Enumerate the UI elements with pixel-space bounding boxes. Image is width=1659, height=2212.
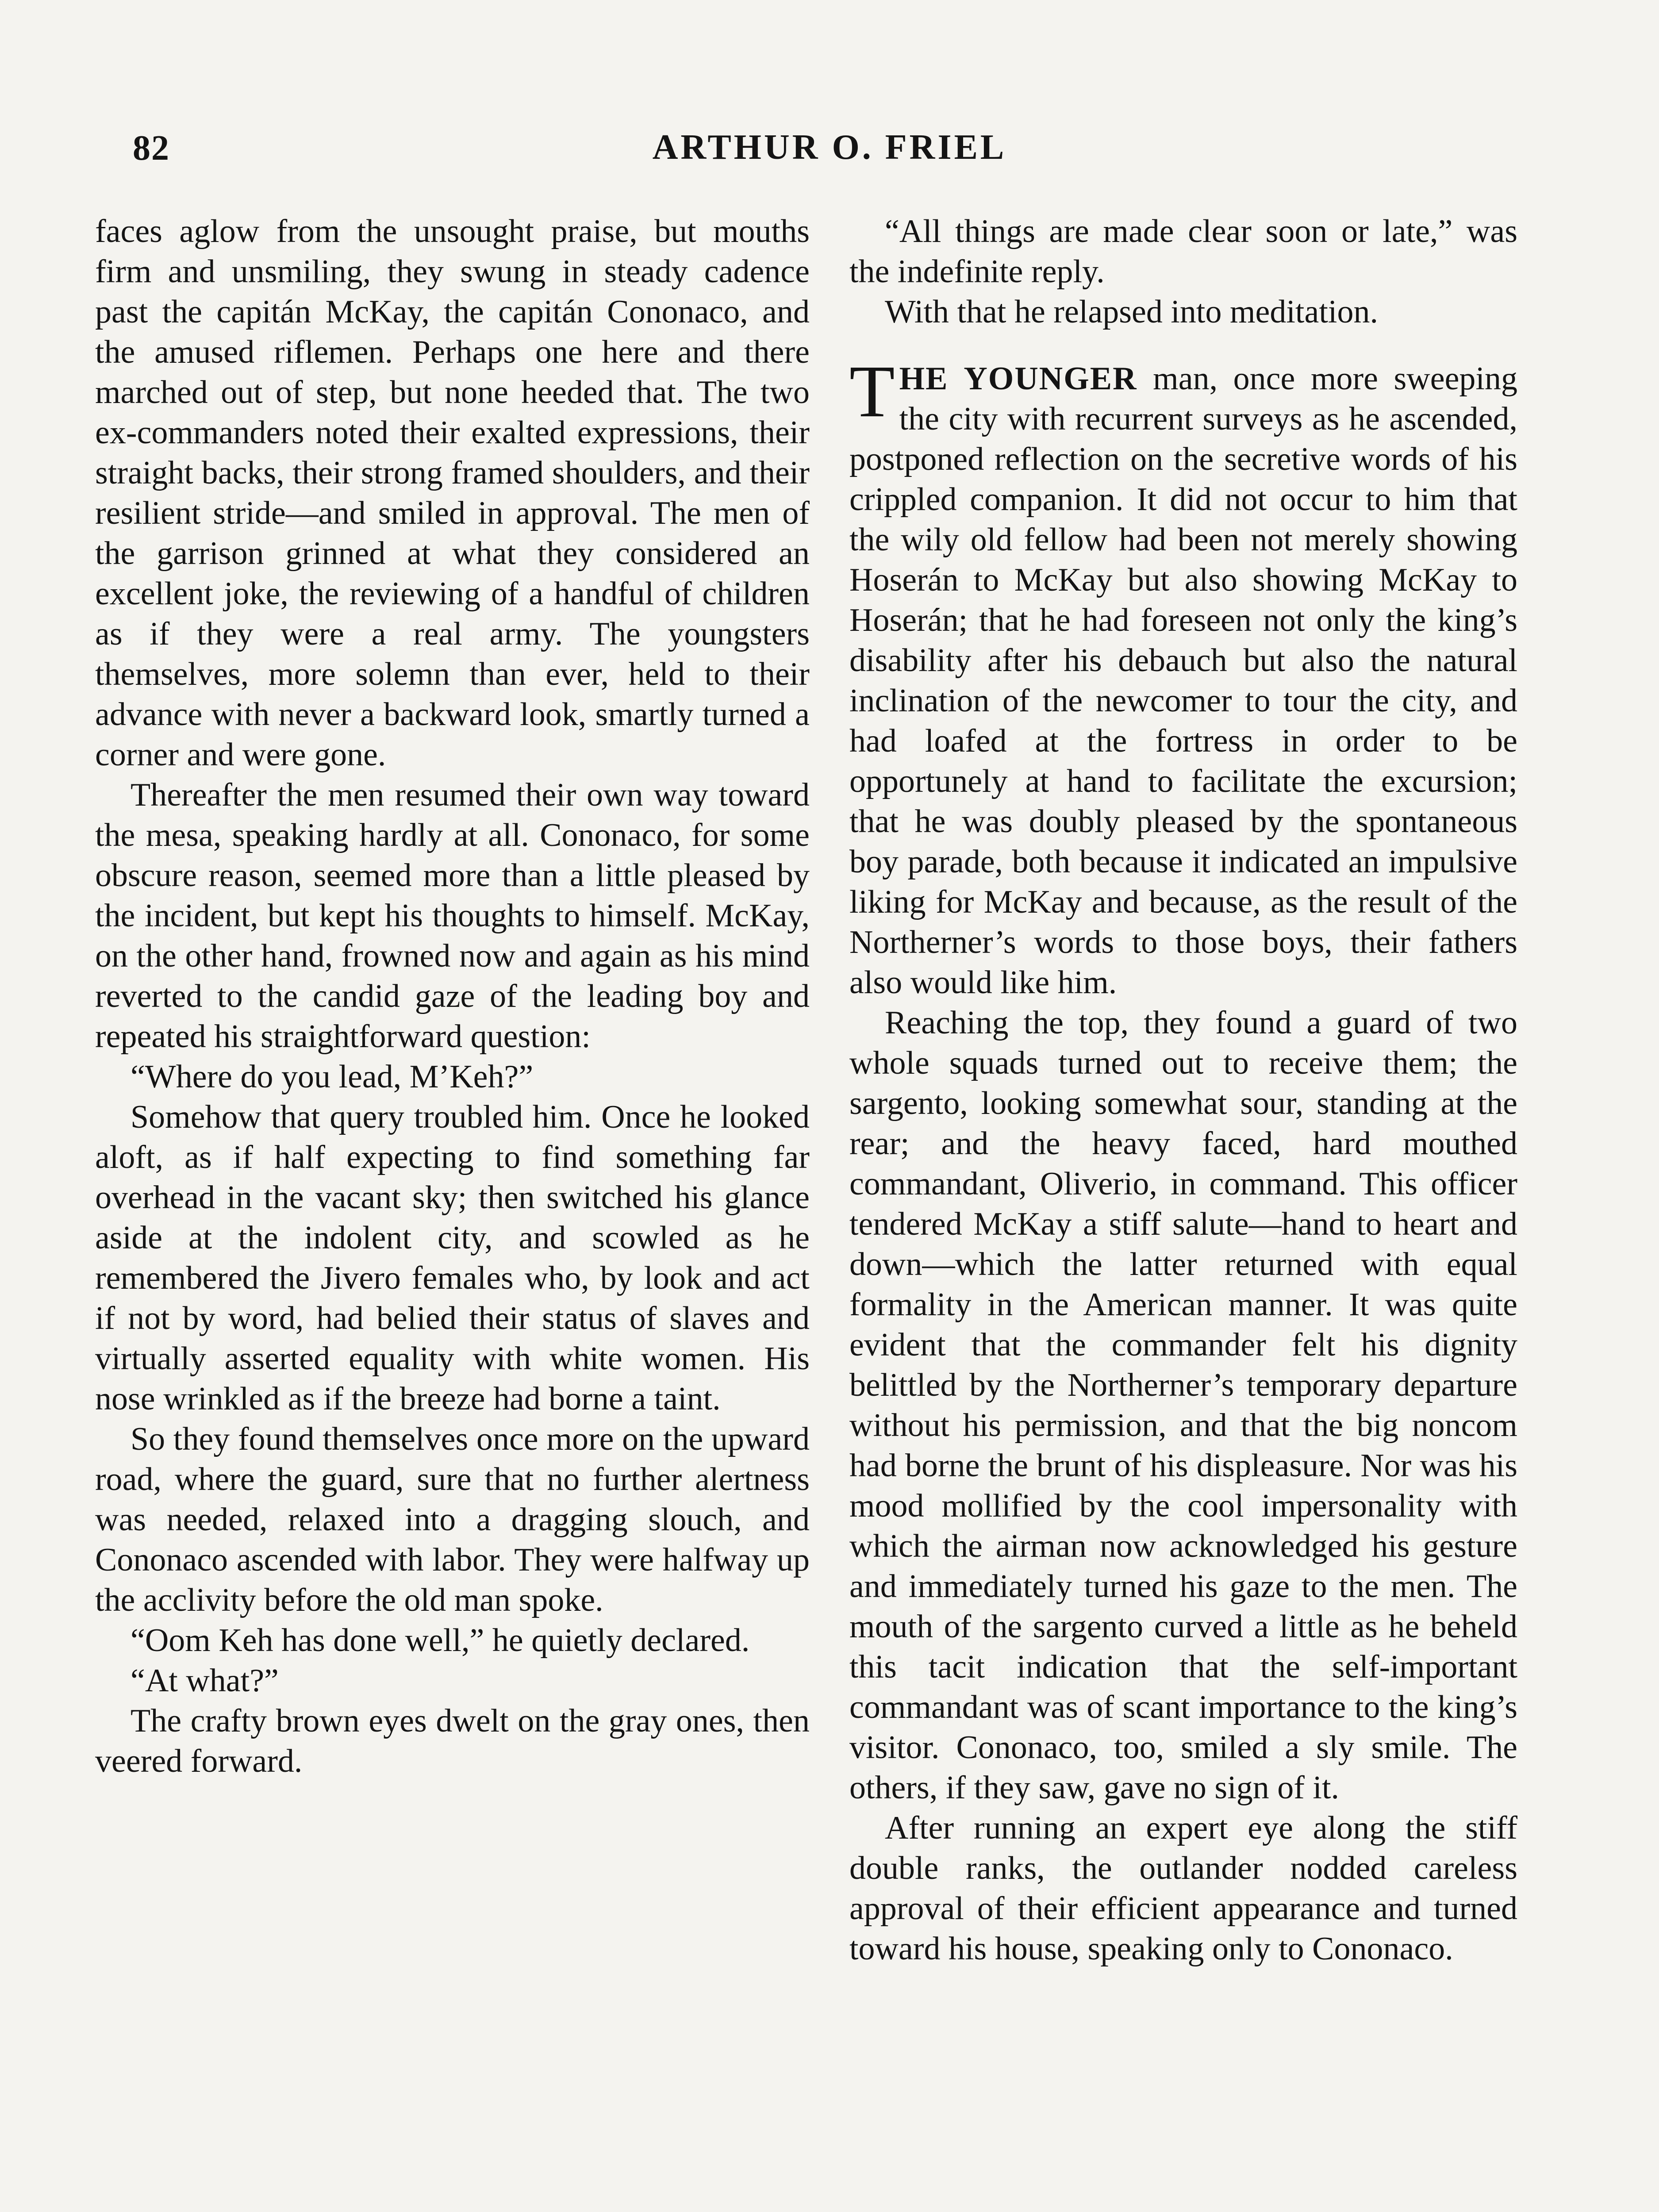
running-header-author: ARTHUR O. FRIEL (652, 128, 1007, 167)
paragraph: So they found themselves once more on the upward road, where the guard, sure that no further alertness was needed, relaxed into a dragging slouch, and Cononaco ascended with labor. They were halfway up the acclivity before the old man spoke. (95, 1421, 810, 1618)
right-column (849, 211, 1517, 1969)
paragraph: “Where do you lead, M’Keh?” (131, 1059, 534, 1095)
paragraph: Thereafter the men resumed their own way toward the mesa, speaking hardly at all. Cononaco, for some obscure reason, seemed more than a little pleased by the incident, but kept his thoughts to himself. McKay, on the other hand, frowned now and again as his mind reverted to the candid gaze of the leading boy and repeated his straightforward question: (95, 777, 810, 1055)
paragraph: With that he relapsed into meditation. (885, 294, 1378, 330)
section-first-paragraph-text: man, once more sweeping the city with recurrent surveys as he ascended, postponed reflection on the secretive words of his crippled companion. It did not occur to him that the wily old fellow had been not merely showing Hoserán to McKay but also showing McKay to Hoserán; that he had foreseen not only the king’s disability after his debauch but also the natural inclination of the newcomer to tour the city, and had loafed at the fortress in order to be opportunely at hand to facilitate the excursion; that he was doubly pleased by the spontaneous boy parade, both because it indicated an impulsive liking for McKay and because, as the result of the Northerner’s words to those boys, their fathers also would like him. (849, 361, 1517, 1001)
paragraph: Reaching the top, they found a guard of two whole squads turned out to receive them; the sargento, looking somewhat sour, standing at the rear; and the heavy faced, hard mouthed commandant, Oliverio, in command. This officer tendered McKay a stiff salute—hand to heart and down—which the latter returned with equal formality in the American manner. It was quite evident that the commander felt his dignity belittled by the Northerner’s temporary departure without his permission, and that the big noncom had borne the brunt of his displeasure. Nor was his mood mollified by the cool impersonality with which the airman now acknowledged his gesture and immediately turned his gaze to the men. The mouth of the sargento curved a little as he beheld this tacit indication that the self-important commandant was of scant importance to the king’s visitor. Cononaco, too, smiled a sly smile. The others, if they saw, gave no sign of it. (849, 1005, 1517, 1806)
paragraph: Somehow that query troubled him. Once he looked aloft, as if half expecting to find something far overhead in the vacant sky; then switched his glance aside at the indolent city, and scowled as he remembered the Jivero females who, by look and act if not by word, had belied their status of slaves and virtually asserted equality with white women. His nose wrinkled as if the breeze had borne a taint. (95, 1099, 810, 1417)
paragraph: “At what?” (131, 1663, 279, 1699)
paragraph: “All things are made clear soon or late,” was the indefinite reply. (849, 213, 1517, 290)
paragraph: The crafty brown eyes dwelt on the gray ones, then veered forward. (95, 1703, 810, 1779)
paragraph: “Oom Keh has done well,” he quietly declared. (131, 1622, 750, 1659)
section-lead-words: HE YOUNGER (899, 361, 1137, 397)
page-number: 82 (133, 129, 170, 168)
drop-cap: T (849, 350, 895, 433)
section-opening-paragraph (849, 350, 1517, 1003)
left-column (95, 211, 810, 1782)
paragraph: faces aglow from the unsought praise, but mouths firm and unsmiling, they swung in steady cadence past the capitán McKay, the capitán Cononaco, and the amused riflemen. Perhaps one here and there marched out of step, but none heeded that. The two ex-commanders noted their exalted expressions, their straight backs, their strong framed shoulders, and their resilient stride—and smiled in approval. The men of the garrison grinned at what they considered an excellent joke, the reviewing of a handful of children as if they were a real army. The youngsters themselves, more solemn than ever, held to their advance with never a backward look, smartly turned a corner and were gone. (95, 213, 810, 773)
paragraph: After running an expert eye along the stiff double ranks, the outlander nodded careless approval of their efficient appearance and turned toward his house, speaking only to Cononaco. (849, 1810, 1517, 1967)
